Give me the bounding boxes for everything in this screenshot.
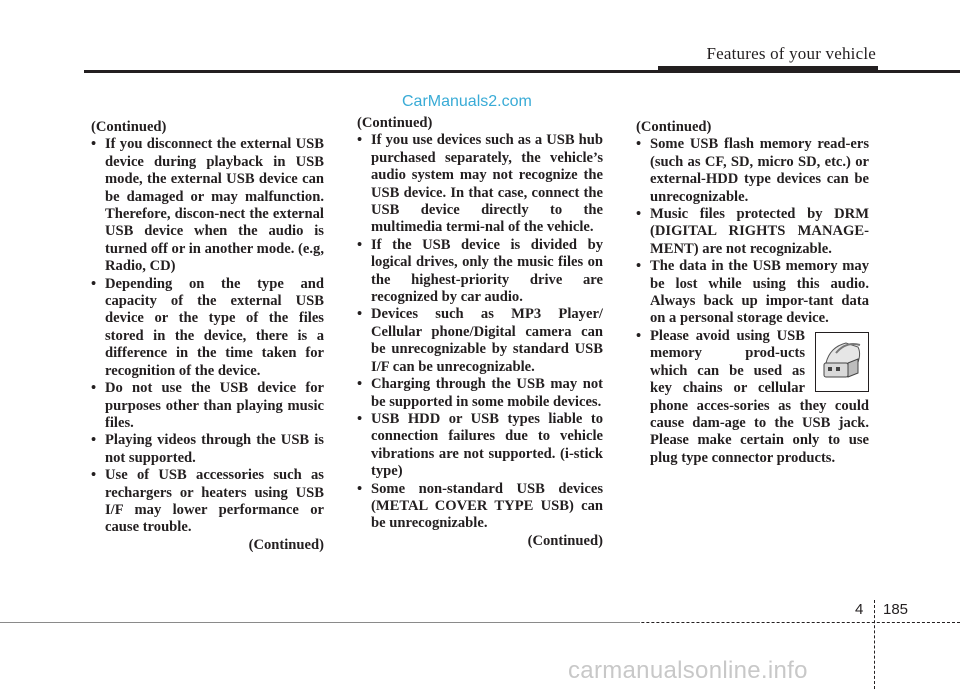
list-item — [636, 328, 869, 467]
text-column-1 — [91, 119, 324, 554]
usb-keychain-warning: Please avoid using USB memory prod-ucts which can be used as key chains or cellular phone acces-sories as they could cause dam-age to the USB jack. Please make certain only to use plug type connector products. — [650, 327, 869, 466]
bullet-list — [357, 132, 603, 532]
watermark-bottom: carmanualsonline.info — [568, 657, 808, 684]
list-item: • Use of USB accessories such as rechargers or heaters using USB I/F may lower performance or cause trouble. — [91, 467, 324, 537]
list-item: • Music files protected by DRM (DIGITAL RIGHTS MANAGE-MENT) are not recognizable. — [636, 206, 869, 258]
text-column-3 — [636, 119, 869, 467]
list-item: • Charging through the USB may not be supported in some mobile devices. — [357, 376, 603, 411]
watermark-top: CarManuals2.com — [402, 93, 532, 110]
continued-heading: (Continued) — [91, 119, 167, 135]
usb-stick-icon — [816, 333, 868, 391]
page-header-title: Features of your vehicle — [706, 44, 876, 63]
text-column-2 — [357, 115, 603, 550]
continued-footer: (Continued) — [248, 536, 324, 553]
list-item: • If you use devices such as a USB hub purchased separately, the vehicle’s audio system may not recognize the USB device. In that case, connect the USB device directly to the multimedia termi-nal of the vehicle. — [357, 132, 603, 236]
continued-footer: (Continued) — [527, 532, 603, 549]
list-item: • Playing videos through the USB is not supported. — [91, 432, 324, 467]
page-number-separator — [874, 600, 875, 689]
continued-heading: (Continued) — [357, 115, 433, 131]
list-item: • Devices such as MP3 Player/ Cellular phone/Digital camera can be unrecognizable by standard USB I/F can be unrecognizable. — [357, 306, 603, 376]
footer-rule — [0, 622, 640, 623]
continued-heading: (Continued) — [636, 119, 712, 135]
bullet-list — [636, 136, 869, 467]
list-item: • Do not use the USB device for purposes other than playing music files. — [91, 380, 324, 432]
bullet-list — [91, 136, 324, 536]
list-item: • Some USB flash memory read-ers (such as CF, SD, micro SD, etc.) or external-HDD type devices can be unrecognizable. — [636, 136, 869, 206]
list-item: • Some non-standard USB devices (METAL COVER TYPE USB) can be unrecognizable. — [357, 481, 603, 533]
list-item: • Depending on the type and capacity of the external USB device or the type of the files stored in the device, there is a difference in the time taken for recognition of the device. — [91, 276, 324, 380]
chapter-number: 4 — [855, 601, 864, 618]
list-item: • The data in the USB memory may be lost while using this audio. Always back up impor-tant data on a personal storage device. — [636, 258, 869, 328]
list-item: • If the USB device is divided by logical drives, only the music files on the highest-priority drive are recognized by car audio. — [357, 237, 603, 307]
page-number: 185 — [883, 601, 909, 618]
list-item: • USB HDD or USB types liable to connection failures due to vehicle vibrations are not supported. (i-stick type) — [357, 411, 603, 481]
usb-stick-illustration — [815, 332, 869, 392]
header-rule — [84, 70, 960, 73]
list-item: • If you disconnect the external USB device during playback in USB mode, the external USB device can be damaged or may malfunction. Therefore, discon-nect the external USB device when the audio is turned off or in another mode. (e.g, Radio, CD) — [91, 136, 324, 275]
